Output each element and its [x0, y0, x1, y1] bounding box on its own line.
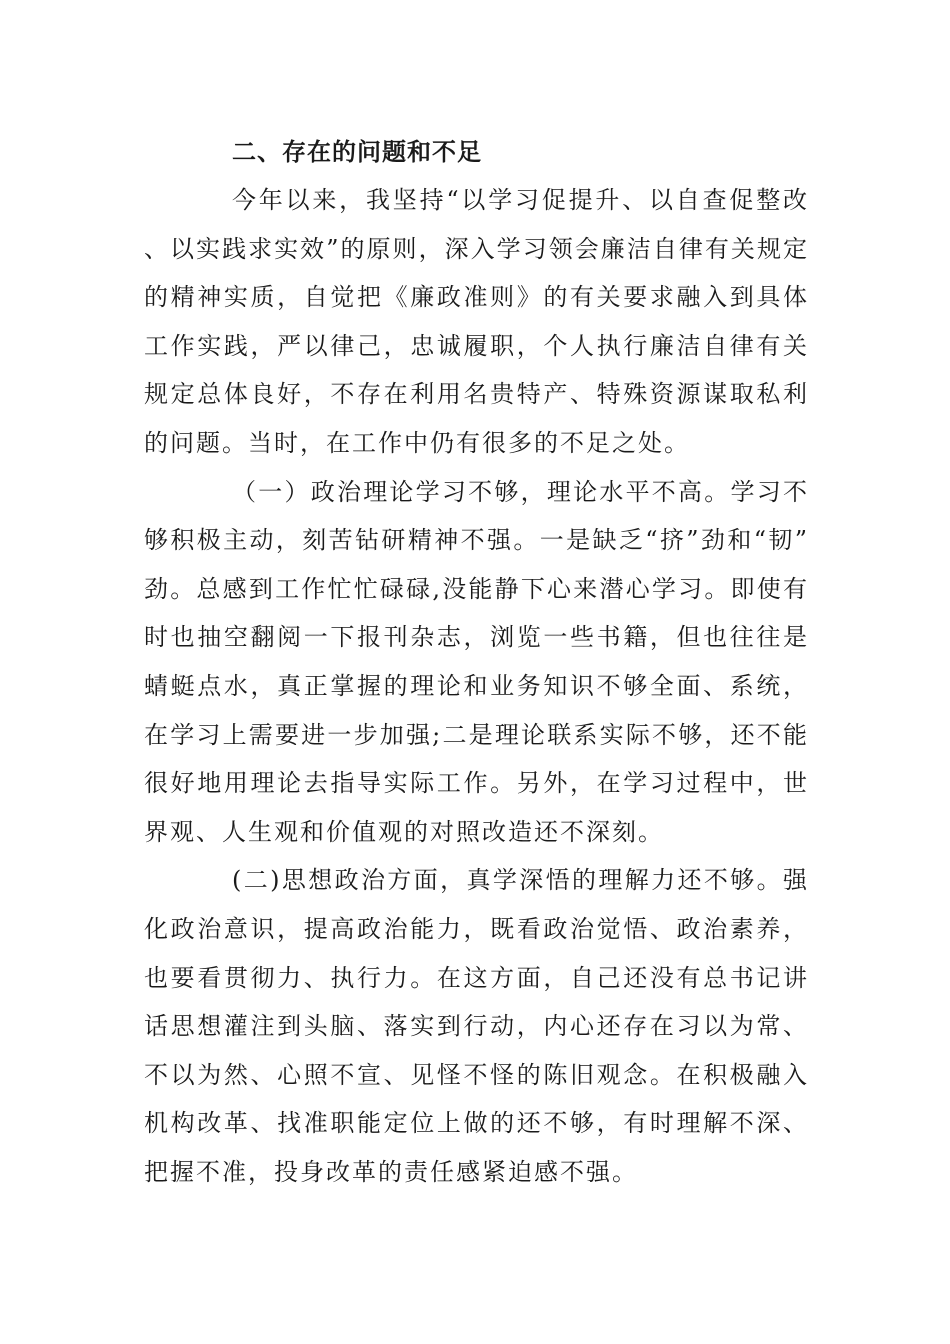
paragraph-item-2: (二)思想政治方面，真学深悟的理解力还不够。强化政治意识，提高政治能力，既看政治觉悟、政治素养，也要看贯彻力、执行力。在这方面，自己还没有总书记讲话思想灌注到头脑、落实到行动，内心还存在习以为常、不以为然、心照不宣、见怪不怪的陈旧观念。在积极融入机构改革、找准职能定位上做的还不够，有时理解不深、把握不准，投身改革的责任感紧迫感不强。 — [144, 866, 809, 1186]
paragraph-item-1: （一）政治理论学习不够，理论水平不高。学习不够积极主动，刻苦钻研精神不强。一是缺乏“挤”劲和“韧”劲。总感到工作忙忙碌碌,没能静下心来潜心学习。即使有时也抽空翻阅一下报刊杂志，浏览一些书籍，但也往往是蜻蜓点水，真正掌握的理论和业务知识不够全面、系统，在学习上需要进一步加强;二是理论联系实际不够，还不能很好地用理论去指导实际工作。另外，在学习过程中，世界观、人生观和价值观的对照改造还不深刻。 — [144, 477, 809, 846]
section-heading: 二、存在的问题和不足 — [232, 137, 482, 166]
paragraph-overview: 今年以来，我坚持“以学习促提升、以自查促整改、以实践求实效”的原则，深入学习领会廉洁自律有关规定的精神实质，自觉把《廉政准则》的有关要求融入到具体工作实践，严以律己，忠诚履职，个人执行廉洁自律有关规定总体良好，不存在利用名贵特产、特殊资源谋取私利的问题。当时，在工作中仍有很多的不足之处。 — [144, 186, 809, 457]
document-body — [144, 128, 809, 1196]
